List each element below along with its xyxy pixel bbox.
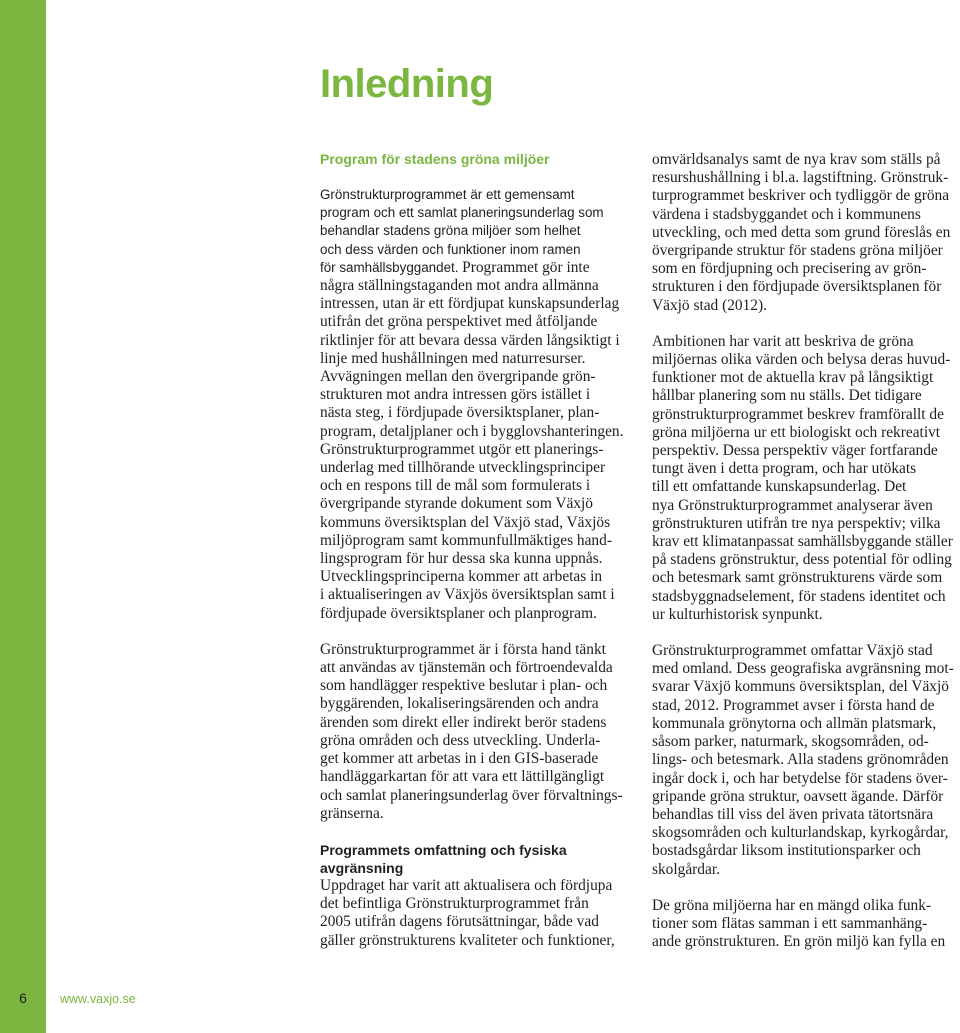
page-number: 6 [19, 990, 27, 1006]
intro-serif-text: Programmet gör inte några ställningstaganden mot andra allmänna intressen, utan är ett fördjupat kunskapsunderlag utifrån det gröna perspektivet med åtföljande riktlinjer för att bevara dessa värden långsiktigt i linje med hushållningen med naturresurser. Avvägningen mellan den övergripande grön- strukturen mot andra intressen görs istället i nästa steg, i fördjupade översiktsplaner, plan- program, detaljplaner och i bygglovshanteringen. Grönstrukturprogrammet utgör ett planerings- underlag med tillhörande utvecklingsprinciper och en respons till de mål som formulerats i övergripande styrande dokument som Växjö kommuns översiktsplan del Växjö stad, Växjös miljöprogram samt kommunfullmäktiges hand- lingsprogram för hur dessa ska kunna uppnås. Utvecklingsprinciperna kommer att arbetas in i aktualiseringen av Växjös översiktsplan samt i fördjupade översiktsplaner och planprogram. [320, 258, 624, 622]
paragraph-assignment: Uppdraget har varit att aktualisera och fördjupa det befintliga Grönstrukturprogrammet från 2005 utifrån dagens förutsättningar, både vad gäller grönstrukturens kvaliteter och funktioner, [320, 876, 615, 949]
section-heading-scope: Programmets omfattning och fysiska avgränsning [320, 841, 567, 876]
green-side-bar [0, 0, 46, 1033]
right-column [652, 151, 960, 951]
paragraph-ambition: Ambitionen har varit att beskriva de gröna miljöernas olika värden och belysa deras huvud- funktioner mot de aktuella krav på långsiktigt hållbar planering som nu ställs. Det tidigare grönstrukturprogrammet beskrev framförallt de gröna miljöerna ur ett biologiskt och rekreativt perspektiv. Dessa perspektiv väger fortfarande tungt även i detta program, och har utökats till ett omfattande kunskapsunderlag. Det nya Grönstrukturprogrammet analyserar även grönstrukturen utifrån tre nya perspektiv; vilka krav ett klimatanpassat samhällsbyggande ställer på stadens grönstruktur, dess potential för odling och betesmark samt grönstrukturens värde som stadsbyggnadselement, för stadens identitet och ur kulturhistorisk synpunkt. [652, 332, 953, 623]
intro-sans-text: Grönstrukturprogrammet är ett gemensamt program och ett samlat planeringsunderlag som behandlar stadens gröna miljöer som helhet och dess värden och funktioner inom ramen för samhällsbyggandet. [320, 187, 604, 275]
paragraph-usage: Grönstrukturprogrammet är i första hand tänkt att användas av tjänstemän och förtroendevalda som handlägger respektive beslutar i plan- och byggärenden, lokaliseringsärenden och andra ärenden som direkt eller indirekt berör stadens gröna områden och dess utveckling. Underla- get kommer att arbetas in i den GIS-baserade handläggarkartan för att vara ett lättillgängligt och samlat planeringsunderlag över förvaltnings- gränserna. [320, 640, 623, 822]
paragraph-continuation: omvärldsanalys samt de nya krav som ställs på resurshushållning i bl.a. lagstiftning. Grönstruk- turprogrammet beskriver och tydliggör de gröna värdena i stadsbyggandet och i kommunens utveckling, och med detta som grund föreslås en övergripande struktur för stadens gröna miljöer som en fördjupning och precisering av grön- strukturen i den fördjupade översiktsplanen för Växjö stad (2012). [652, 151, 951, 314]
paragraph-intro [320, 186, 636, 623]
page-title: Inledning [320, 62, 494, 106]
paragraph-extent: Grönstrukturprogrammet omfattar Växjö stad med omland. Dess geografiska avgränsning mot- svarar Växjö kommuns översiktsplan, del Växjö stad, 2012. Programmet avser i första hand de kommunala grönytorna och allmän platsmark, såsom parker, naturmark, skogsområden, od- lings- och betesmark. Alla stadens grönområden ingår dock i, och har betydelse för stadens över- gripande gröna struktur, oavsett ägande. Därför behandlas till viss del även privata tätortsnära skogsområden och kulturlandskap, kyrkogårdar, bostadsgårdar liksom institutionsparker och skolgårdar. [652, 642, 954, 878]
left-column [320, 150, 636, 950]
website-link[interactable]: www.vaxjo.se [60, 992, 136, 1006]
paragraph-functions: De gröna miljöerna har en mängd olika funk- tioner som flätas samman i ett sammanhäng- ande grönstrukturen. En grön miljö kan fylla en [652, 896, 946, 951]
section-heading-program: Program för stadens gröna miljöer [320, 151, 550, 167]
